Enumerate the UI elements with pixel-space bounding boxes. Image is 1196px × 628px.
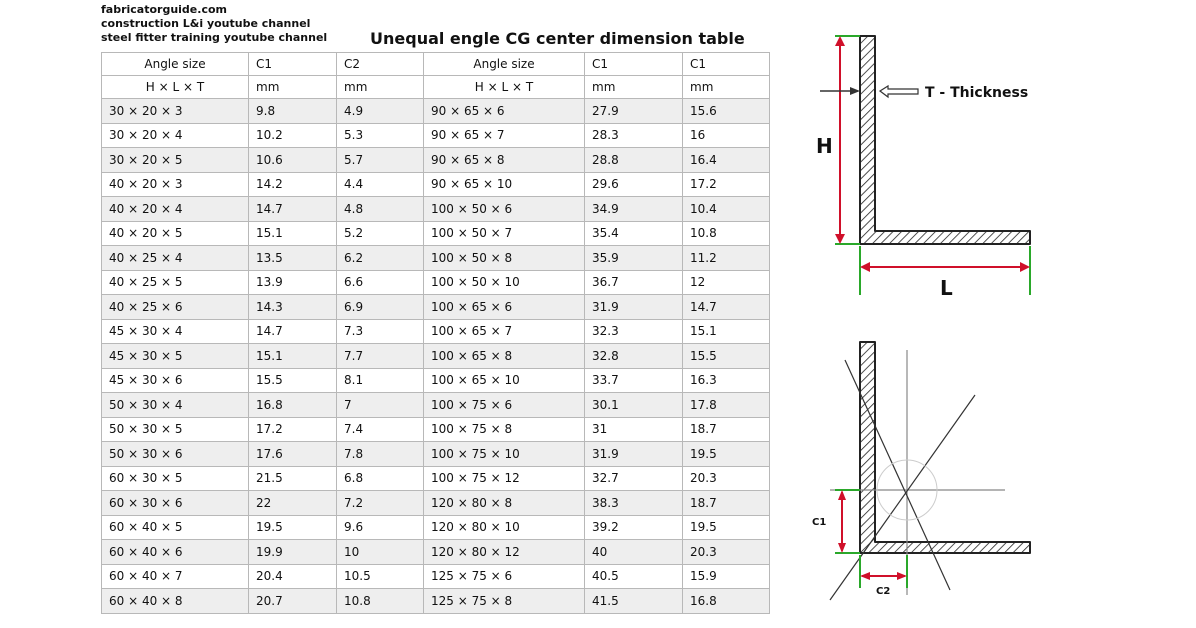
table-cell: 16.3: [683, 368, 770, 393]
table-cell: 17.2: [683, 172, 770, 197]
header-unit-row: [102, 76, 770, 99]
table-row: [102, 442, 770, 467]
table-cell: 9.6: [337, 515, 424, 540]
table-cell: 40.5: [585, 564, 683, 589]
table-cell: 14.7: [683, 295, 770, 320]
table-cell: 32.7: [585, 466, 683, 491]
table-cell: 50 × 30 × 6: [102, 442, 249, 467]
table-cell: 90 × 65 × 10: [424, 172, 585, 197]
table-row: [102, 564, 770, 589]
dimension-table: [101, 52, 770, 614]
table-cell: 100 × 65 × 8: [424, 344, 585, 369]
table-cell: 20.7: [249, 589, 337, 614]
table-cell: 5.3: [337, 123, 424, 148]
table-cell: 41.5: [585, 589, 683, 614]
table-row: [102, 589, 770, 614]
table-cell: 100 × 65 × 10: [424, 368, 585, 393]
table-cell: 100 × 50 × 6: [424, 197, 585, 222]
header-unit: mm: [337, 76, 424, 99]
arrow-up-icon: [835, 36, 845, 46]
table-cell: 90 × 65 × 8: [424, 148, 585, 173]
table-cell: 7.7: [337, 344, 424, 369]
table-cell: 10.4: [683, 197, 770, 222]
table-cell: 40 × 20 × 4: [102, 197, 249, 222]
table-cell: 31.9: [585, 442, 683, 467]
table-cell: 40 × 25 × 4: [102, 246, 249, 271]
table-cell: 45 × 30 × 4: [102, 319, 249, 344]
table-cell: 13.9: [249, 270, 337, 295]
table-cell: 6.9: [337, 295, 424, 320]
table-cell: 100 × 75 × 12: [424, 466, 585, 491]
table-cell: 9.8: [249, 99, 337, 124]
arrow-left-icon: [860, 572, 870, 580]
table-row: [102, 466, 770, 491]
table-cell: 16: [683, 123, 770, 148]
table-cell: 100 × 75 × 10: [424, 442, 585, 467]
table-cell: 14.3: [249, 295, 337, 320]
table-cell: 35.4: [585, 221, 683, 246]
credit-line: steel fitter training youtube channel: [101, 31, 328, 44]
header-hlt: H × L × T: [424, 76, 585, 99]
table-cell: 120 × 80 × 12: [424, 540, 585, 565]
table-cell: 60 × 30 × 5: [102, 466, 249, 491]
table-cell: 7.8: [337, 442, 424, 467]
table-cell: 100 × 65 × 6: [424, 295, 585, 320]
table-cell: 20.3: [683, 466, 770, 491]
table-cell: 100 × 65 × 7: [424, 319, 585, 344]
table-cell: 38.3: [585, 491, 683, 516]
table-cell: 15.5: [683, 344, 770, 369]
table-cell: 7.4: [337, 417, 424, 442]
table-cell: 125 × 75 × 8: [424, 589, 585, 614]
table-cell: 10: [337, 540, 424, 565]
arrow-down-icon: [835, 234, 845, 244]
table-cell: 4.4: [337, 172, 424, 197]
angle-diagrams: [790, 20, 1070, 610]
table-cell: 60 × 40 × 7: [102, 564, 249, 589]
angle-profile-top: [860, 36, 1030, 244]
table-cell: 11.2: [683, 246, 770, 271]
table-cell: 100 × 50 × 8: [424, 246, 585, 271]
table-cell: 5.7: [337, 148, 424, 173]
table-cell: 18.7: [683, 491, 770, 516]
table-cell: 50 × 30 × 5: [102, 417, 249, 442]
header-c1: C1: [585, 53, 683, 76]
table-cell: 17.2: [249, 417, 337, 442]
table-cell: 4.9: [337, 99, 424, 124]
arrow-up-icon: [838, 490, 846, 500]
table-cell: 45 × 30 × 6: [102, 368, 249, 393]
table-cell: 7: [337, 393, 424, 418]
table-cell: 31: [585, 417, 683, 442]
table-cell: 40 × 20 × 5: [102, 221, 249, 246]
table-cell: 10.2: [249, 123, 337, 148]
table-row: [102, 393, 770, 418]
table-cell: 16.8: [683, 589, 770, 614]
table-cell: 90 × 65 × 7: [424, 123, 585, 148]
table-row: [102, 417, 770, 442]
table-cell: 7.3: [337, 319, 424, 344]
table-cell: 120 × 80 × 8: [424, 491, 585, 516]
table-row: [102, 123, 770, 148]
thickness-label: T - Thickness: [925, 85, 1029, 101]
table-title: Unequal engle CG center dimension table: [370, 29, 745, 48]
header-unit: mm: [249, 76, 337, 99]
table-row: [102, 221, 770, 246]
table-row: [102, 99, 770, 124]
arrow-right-icon: [850, 87, 860, 95]
table-cell: 15.6: [683, 99, 770, 124]
c2-label: C2: [876, 586, 891, 597]
table-cell: 32.8: [585, 344, 683, 369]
table-cell: 32.3: [585, 319, 683, 344]
table-cell: 28.3: [585, 123, 683, 148]
table-cell: 27.9: [585, 99, 683, 124]
table-cell: 36.7: [585, 270, 683, 295]
header-angle-size: Angle size: [102, 53, 249, 76]
angle-section-top: [816, 36, 1030, 300]
table-cell: 60 × 30 × 6: [102, 491, 249, 516]
table-cell: 39.2: [585, 515, 683, 540]
table-cell: 100 × 50 × 7: [424, 221, 585, 246]
table-row: [102, 246, 770, 271]
table-cell: 19.5: [683, 515, 770, 540]
table-cell: 60 × 40 × 6: [102, 540, 249, 565]
table-body: [102, 99, 770, 614]
table-cell: 15.1: [249, 221, 337, 246]
table-cell: 16.8: [249, 393, 337, 418]
table-cell: 13.5: [249, 246, 337, 271]
table-cell: 60 × 40 × 8: [102, 589, 249, 614]
table-cell: 30.1: [585, 393, 683, 418]
table-cell: 90 × 65 × 6: [424, 99, 585, 124]
table-cell: 5.2: [337, 221, 424, 246]
table-cell: 6.2: [337, 246, 424, 271]
table-cell: 14.7: [249, 197, 337, 222]
table-cell: 31.9: [585, 295, 683, 320]
table-cell: 6.6: [337, 270, 424, 295]
table-cell: 35.9: [585, 246, 683, 271]
length-label: L: [940, 276, 953, 300]
header-row: [102, 53, 770, 76]
table-cell: 50 × 30 × 4: [102, 393, 249, 418]
table-row: [102, 540, 770, 565]
principal-axis: [830, 395, 975, 600]
credit-line: fabricatorguide.com: [101, 3, 227, 16]
table-row: [102, 148, 770, 173]
table-cell: 10.6: [249, 148, 337, 173]
header-hlt: H × L × T: [102, 76, 249, 99]
table-row: [102, 172, 770, 197]
table-cell: 100 × 75 × 6: [424, 393, 585, 418]
table-cell: 15.5: [249, 368, 337, 393]
table-cell: 40 × 20 × 3: [102, 172, 249, 197]
table-cell: 15.9: [683, 564, 770, 589]
table-cell: 4.8: [337, 197, 424, 222]
c1-label: C1: [812, 517, 827, 528]
arrow-right-icon: [1020, 262, 1030, 272]
table-cell: 125 × 75 × 6: [424, 564, 585, 589]
table-row: [102, 344, 770, 369]
table-cell: 21.5: [249, 466, 337, 491]
credit-line: construction L&i youtube channel: [101, 17, 311, 30]
table-cell: 40 × 25 × 5: [102, 270, 249, 295]
table-cell: 7.2: [337, 491, 424, 516]
table-cell: 100 × 50 × 10: [424, 270, 585, 295]
table-cell: 16.4: [683, 148, 770, 173]
table-cell: 100 × 75 × 8: [424, 417, 585, 442]
table-cell: 14.2: [249, 172, 337, 197]
arrow-left-icon: [860, 262, 870, 272]
header-unit: mm: [683, 76, 770, 99]
table-cell: 6.8: [337, 466, 424, 491]
table-cell: 19.9: [249, 540, 337, 565]
table-cell: 10.5: [337, 564, 424, 589]
table-cell: 45 × 30 × 5: [102, 344, 249, 369]
table-cell: 8.1: [337, 368, 424, 393]
table-cell: 15.1: [249, 344, 337, 369]
table-row: [102, 270, 770, 295]
header-c2: C2: [337, 53, 424, 76]
header-angle-size: Angle size: [424, 53, 585, 76]
arrow-down-icon: [838, 543, 846, 553]
table-cell: 17.8: [683, 393, 770, 418]
table-row: [102, 491, 770, 516]
table-cell: 20.3: [683, 540, 770, 565]
table-cell: 30 × 20 × 4: [102, 123, 249, 148]
table-row: [102, 368, 770, 393]
table-cell: 10.8: [337, 589, 424, 614]
table-cell: 30 × 20 × 3: [102, 99, 249, 124]
table-cell: 30 × 20 × 5: [102, 148, 249, 173]
table-cell: 40: [585, 540, 683, 565]
table-cell: 18.7: [683, 417, 770, 442]
table-cell: 19.5: [683, 442, 770, 467]
table-row: [102, 295, 770, 320]
header-c1: C1: [683, 53, 770, 76]
table-cell: 17.6: [249, 442, 337, 467]
table-row: [102, 197, 770, 222]
table-cell: 15.1: [683, 319, 770, 344]
table-cell: 20.4: [249, 564, 337, 589]
angle-section-bottom: [812, 342, 1030, 600]
table-cell: 34.9: [585, 197, 683, 222]
table-cell: 14.7: [249, 319, 337, 344]
table-row: [102, 319, 770, 344]
table-cell: 22: [249, 491, 337, 516]
table-row: [102, 515, 770, 540]
header-unit: mm: [585, 76, 683, 99]
table-cell: 120 × 80 × 10: [424, 515, 585, 540]
table-cell: 60 × 40 × 5: [102, 515, 249, 540]
table-cell: 33.7: [585, 368, 683, 393]
arrow-right-icon: [897, 572, 907, 580]
arrow-left-icon: [880, 86, 918, 97]
table-cell: 40 × 25 × 6: [102, 295, 249, 320]
header-c1: C1: [249, 53, 337, 76]
table-cell: 12: [683, 270, 770, 295]
table-cell: 19.5: [249, 515, 337, 540]
table-cell: 10.8: [683, 221, 770, 246]
credits: [101, 3, 327, 45]
table-cell: 28.8: [585, 148, 683, 173]
table-cell: 29.6: [585, 172, 683, 197]
height-label: H: [816, 134, 833, 158]
